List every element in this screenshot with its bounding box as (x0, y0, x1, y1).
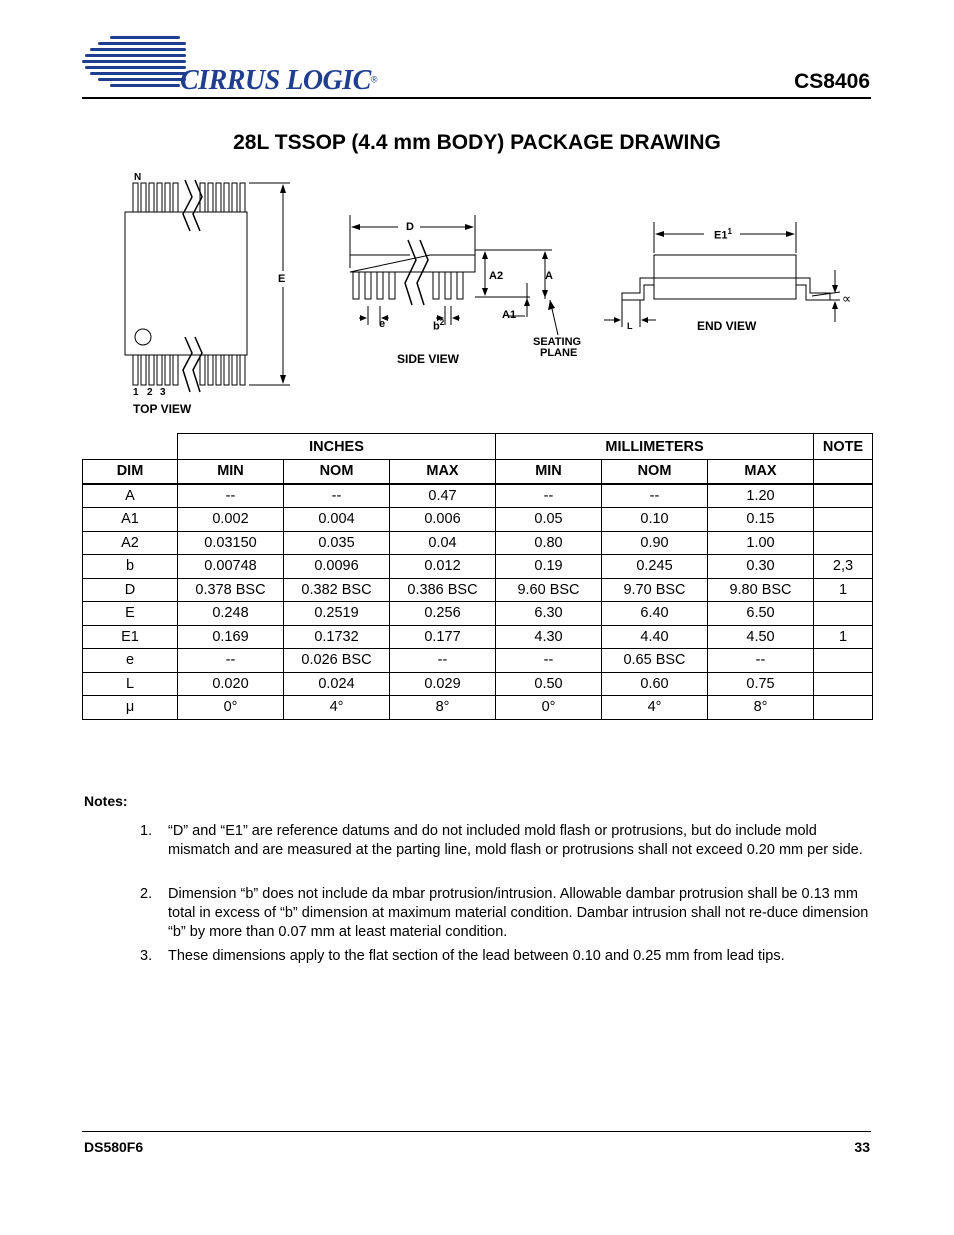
value-cell: 0.382 BSC (284, 578, 390, 602)
end-view-body (654, 255, 796, 299)
dim-cell: L (83, 672, 178, 696)
value-cell: 0.245 (602, 555, 708, 579)
value-cell: 0.30 (708, 555, 814, 579)
value-cell: 0.029 (390, 672, 496, 696)
seating-plane-line2: PLANE (540, 347, 578, 359)
value-cell: 4° (602, 696, 708, 720)
value-cell: 2,3 (814, 555, 873, 579)
value-cell: 0.19 (496, 555, 602, 579)
dim-cell: b (83, 555, 178, 579)
side-view-body (350, 255, 475, 272)
table-row (83, 531, 873, 555)
value-cell (814, 531, 873, 555)
dim-e1-superscript: 1 (727, 227, 732, 236)
value-cell: 0.0096 (284, 555, 390, 579)
dim-d-label: D (406, 221, 414, 233)
value-cell: 0.80 (496, 531, 602, 555)
pin1-marker (135, 329, 151, 345)
alpha-angle-label: ∝ (842, 291, 852, 306)
dim-b-label (433, 318, 444, 333)
document-id: CS8406 (794, 70, 870, 93)
value-cell: 0.004 (284, 508, 390, 532)
column-header: MIN (178, 460, 284, 484)
note-item (140, 822, 871, 860)
notes-title: Notes: (84, 793, 128, 809)
value-cell: 6.30 (496, 602, 602, 626)
column-header: NOM (284, 460, 390, 484)
value-cell: 6.40 (602, 602, 708, 626)
value-cell: 0.035 (284, 531, 390, 555)
value-cell: -- (496, 649, 602, 673)
column-header: NOM (602, 460, 708, 484)
value-cell: 0.65 BSC (602, 649, 708, 673)
cirrus-logic-logo (82, 33, 378, 97)
value-cell: -- (602, 484, 708, 508)
footer-doc-number: DS580F6 (84, 1139, 144, 1155)
note-number: 2. (140, 886, 153, 902)
seating-plane-line1: SEATING (533, 336, 582, 348)
value-cell: 0.386 BSC (390, 578, 496, 602)
table-row (83, 649, 873, 673)
value-cell: 0.50 (496, 672, 602, 696)
table-row (83, 555, 873, 579)
value-cell: 0.00748 (178, 555, 284, 579)
end-view-right-lead (796, 278, 830, 300)
footer-rule (82, 1131, 871, 1132)
dim-cell: A1 (83, 508, 178, 532)
column-header: MAX (390, 460, 496, 484)
dim-cell: E (83, 602, 178, 626)
logo-registered-mark: ® (370, 74, 378, 85)
side-view-caption: SIDE VIEW (397, 352, 460, 366)
dim-cell: A2 (83, 531, 178, 555)
value-cell: 0° (178, 696, 284, 720)
top-view-pin1-label: 1 (133, 387, 139, 398)
top-view-caption: TOP VIEW (133, 402, 192, 416)
value-cell: 4° (284, 696, 390, 720)
value-cell: 9.80 BSC (708, 578, 814, 602)
footer-page-number: 33 (854, 1139, 870, 1155)
value-cell: 0.020 (178, 672, 284, 696)
value-cell: 0.90 (602, 531, 708, 555)
value-cell: 4.30 (496, 625, 602, 649)
value-cell: 8° (390, 696, 496, 720)
top-view-body (125, 212, 247, 355)
value-cell: 0.47 (390, 484, 496, 508)
column-header: DIM (83, 460, 178, 484)
table-group-header-row (83, 434, 873, 460)
value-cell: 4.50 (708, 625, 814, 649)
table-row (83, 672, 873, 696)
value-cell: 0.03150 (178, 531, 284, 555)
value-cell: 0.2519 (284, 602, 390, 626)
value-cell: 0.04 (390, 531, 496, 555)
value-cell: 9.70 BSC (602, 578, 708, 602)
note-number: 1. (140, 823, 153, 839)
column-header: MAX (708, 460, 814, 484)
value-cell: 0.169 (178, 625, 284, 649)
value-cell: 0.1732 (284, 625, 390, 649)
dim-cell: D (83, 578, 178, 602)
top-view-pin2-label: 2 (147, 387, 153, 398)
dim-cell: A (83, 484, 178, 508)
value-cell (814, 672, 873, 696)
value-cell (814, 508, 873, 532)
value-cell: 4.40 (602, 625, 708, 649)
value-cell (814, 602, 873, 626)
value-cell: 9.60 BSC (496, 578, 602, 602)
dim-cell: e (83, 649, 178, 673)
value-cell: 0.006 (390, 508, 496, 532)
top-view-top-leads (133, 183, 245, 212)
value-cell: 6.50 (708, 602, 814, 626)
value-cell: 0.026 BSC (284, 649, 390, 673)
value-cell: 0.177 (390, 625, 496, 649)
value-cell: 1.20 (708, 484, 814, 508)
value-cell: 0.012 (390, 555, 496, 579)
note-text: “D” and “E1” are reference datums and do not included mold flash or protrusions, but do include mold mismatch and are measured at the parting line, mold flash or protrusions shall not exceed 0.20 mm per side. (168, 823, 863, 858)
table-row (83, 696, 873, 720)
column-header: MIN (496, 460, 602, 484)
value-cell: 8° (708, 696, 814, 720)
note-item (140, 885, 871, 942)
value-cell: 1.00 (708, 531, 814, 555)
dim-cell: E1 (83, 625, 178, 649)
value-cell (814, 649, 873, 673)
value-cell (814, 696, 873, 720)
note-item (140, 947, 871, 966)
value-cell: 0.024 (284, 672, 390, 696)
table-row (83, 602, 873, 626)
inches-header: INCHES (178, 434, 496, 460)
value-cell: 1 (814, 625, 873, 649)
end-view-left-lead (622, 278, 654, 300)
millimeters-header: MILLIMETERS (496, 434, 814, 460)
dimensions-table (82, 433, 873, 720)
table-corner-blank (83, 434, 178, 460)
value-cell: -- (496, 484, 602, 508)
value-cell: -- (708, 649, 814, 673)
top-view-pin-n-label: N (134, 172, 142, 183)
value-cell: 0.60 (602, 672, 708, 696)
note-text: These dimensions apply to the flat section of the lead between 0.10 and 0.25 mm from lead tips. (168, 948, 785, 964)
page-title: 28L TSSOP (4.4 mm BODY) PACKAGE DRAWING (233, 131, 721, 154)
value-cell: -- (284, 484, 390, 508)
value-cell (814, 484, 873, 508)
value-cell: 1 (814, 578, 873, 602)
value-cell: 0.248 (178, 602, 284, 626)
note-number: 3. (140, 948, 153, 964)
value-cell: -- (178, 484, 284, 508)
dim-a-label: A (545, 270, 553, 282)
dim-l-label: L (627, 321, 633, 331)
table-row (83, 625, 873, 649)
table-row (83, 578, 873, 602)
dim-b-text: b (433, 320, 440, 333)
value-cell: 0.378 BSC (178, 578, 284, 602)
dim-e1-label (714, 227, 732, 242)
value-cell: 0.002 (178, 508, 284, 532)
value-cell: 0.15 (708, 508, 814, 532)
value-cell: 0.10 (602, 508, 708, 532)
table-row (83, 508, 873, 532)
value-cell: 0.256 (390, 602, 496, 626)
value-cell: -- (390, 649, 496, 673)
note-text: Dimension “b” does not include da mbar protrusion/intrusion. Allowable dambar protrusion shall be 0.13 mm total in excess of “b” dimension at maximum material condition. Dambar intrusion shall not re-duce dimension “b” by more than 0.07 mm at least material condition. (168, 886, 869, 940)
value-cell: 0.75 (708, 672, 814, 696)
dim-e-label: E (278, 273, 286, 285)
note-header: NOTE (814, 434, 873, 460)
value-cell: 0° (496, 696, 602, 720)
value-cell: 0.05 (496, 508, 602, 532)
table-row (83, 484, 873, 508)
dim-a2-label: A2 (489, 270, 504, 282)
column-header (814, 460, 873, 484)
dim-cell: μ (83, 696, 178, 720)
header-rule (82, 97, 871, 99)
top-view-pin3-label: 3 (160, 387, 166, 398)
dim-e-pitch-label: e (379, 318, 386, 330)
dim-a1-label: A1 (502, 309, 517, 321)
dim-e1-text: E1 (714, 229, 728, 242)
value-cell: -- (178, 649, 284, 673)
logo-wordmark: CIRRUS LOGIC (180, 65, 371, 96)
end-view-caption: END VIEW (697, 319, 757, 333)
dim-b-superscript: 2 (439, 318, 445, 327)
package-drawing (0, 160, 954, 425)
table-column-header-row (83, 460, 873, 484)
